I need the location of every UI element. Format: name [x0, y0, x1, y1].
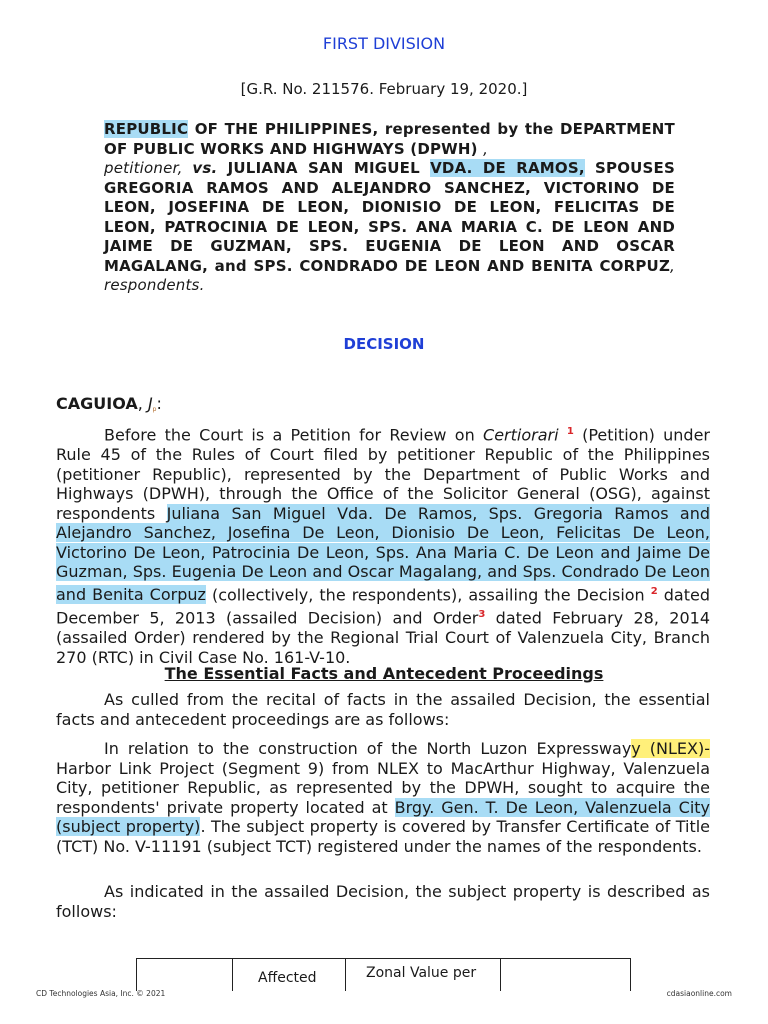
table-cell — [232, 958, 346, 991]
justice-mark: J — [147, 394, 153, 413]
decision-title: DECISION — [343, 335, 425, 353]
table-header-zonal-value: Zonal Value per — [366, 965, 477, 981]
nlex-highlight: y (NLEX)- — [631, 739, 711, 758]
table-cell — [500, 958, 631, 991]
text: dated December 5, 2013 (assailed Decision) and Order — [56, 585, 710, 628]
footnote-2-link[interactable]: 2 — [650, 586, 658, 598]
respondents-highlight: VDA. DE RAMOS, — [430, 159, 585, 177]
comma: , — [483, 139, 489, 158]
text: (collectively, the respondents), assailing the Decision — [205, 585, 651, 605]
certiorari-term: Certiorari — [483, 425, 559, 445]
table-header-affected: Affected — [258, 970, 317, 986]
subject-property-highlight: Brgy. Gen. T. De Leon, Valenzuela City (subject property) — [56, 797, 711, 837]
text: dated February 28, 2014 (assailed Order) rendered by the Regional Trial Court of Valenzuela City, Branch 270 (RTC) in Civil Case No. 161-V-10. — [56, 608, 710, 667]
text: . The subject property is covered by Transfer Certificate of Title (TCT) No. V-11191 (subject TCT) registered under the names of the respondents. — [56, 817, 711, 856]
case-number: [G.R. No. 211576. February 19, 2020.] — [240, 80, 528, 98]
respondents-text-2: SPOUSES GREGORIA RAMOS AND ALEJANDRO SANCHEZ, VICTORINO DE LEON, JOSEFINA DE LEON, DIONISIO DE LEON, FELICITAS DE LEON, PATROCINIA DE LEON, SPS. ANA MARIA C. DE LEON AND JAIME DE GUZMAN, SPS. EUGENIA DE LEON AND OSCAR MAGALANG, and SPS. CONDRADO DE LEON AND BENITA CORPUZ — [104, 159, 676, 275]
comma: , — [177, 159, 193, 177]
footer-copyright: CD Technologies Asia, Inc. © 2021 — [36, 989, 166, 998]
petitioner-text: OF THE PHILIPPINES, represented by the DEPARTMENT OF PUBLIC WORKS AND HIGHWAYS (DPWH) — [104, 120, 675, 158]
comma: , — [670, 256, 675, 275]
text: In relation to the construction of the North Luzon Expressway — [104, 739, 632, 758]
footer-site[interactable]: cdasiaonline.com — [666, 989, 732, 998]
ponente-tiny-mark: p — [152, 406, 157, 413]
table-cell — [345, 958, 501, 991]
paragraph-2 — [56, 690, 710, 729]
footnote-3-link[interactable]: 3 — [478, 609, 486, 620]
table-cell — [136, 958, 233, 991]
ponente-sep: , — [137, 394, 148, 413]
paragraph-3 — [56, 739, 710, 857]
case-parties — [104, 120, 675, 296]
ponente-name: CAGUIOA — [56, 394, 138, 413]
period: . — [199, 276, 205, 294]
respondents-text-1: JULIANA SAN MIGUEL — [217, 159, 431, 177]
property-table — [136, 958, 630, 990]
ponente-colon: : — [156, 394, 162, 413]
versus: vs. — [192, 159, 218, 177]
paragraph-1 — [56, 422, 710, 667]
section-heading: The Essential Facts and Antecedent Proceedings — [164, 664, 604, 683]
paragraph-4-text: As indicated in the assailed Decision, the subject property is described as follows: — [56, 882, 710, 921]
petitioner-role: petitioner — [104, 159, 178, 177]
paragraph-2-text: As culled from the recital of facts in the assailed Decision, the essential facts and antecedent proceedings are as follows: — [56, 690, 710, 729]
text: Before the Court is a Petition for Review on — [104, 425, 484, 445]
respondent-role: respondents — [104, 276, 200, 294]
division-heading: FIRST DIVISION — [322, 34, 446, 53]
respondents-highlight: Juliana San Miguel Vda. De Ramos, Sps. Gregoria Ramos and Alejandro Sanchez, Josefina De Leon, Dionisio De Leon, Felicitas De Leon, Victorino De Leon, Patrocinia De Leon, Sps. Ana Maria C. De Leon and Jaime De Guzman, Sps. Eugenia De Leon and Oscar Magalang, and Sps. Condrado De Leon and Benita Corpuz — [56, 503, 711, 605]
text: (Petition) under Rule 45 of the Rules of Court filed by petitioner Republic of the Philippines (petitioner Republic), represented by the Department of Public Works and Highways (DPWH), through the Office of the Solicitor General (OSG), against respondents — [56, 425, 711, 523]
paragraph-4 — [56, 882, 710, 921]
text: Harbor Link Project (Segment 9) from NLEX to MacArthur Highway, Valenzuela City, petitioner Republic, as represented by the DPWH, sought to acquire the respondents' private property located at — [56, 758, 710, 817]
ponente — [56, 394, 162, 413]
petitioner-highlight: REPUBLIC — [104, 120, 189, 138]
footnote-1-link[interactable]: 1 — [566, 426, 574, 437]
